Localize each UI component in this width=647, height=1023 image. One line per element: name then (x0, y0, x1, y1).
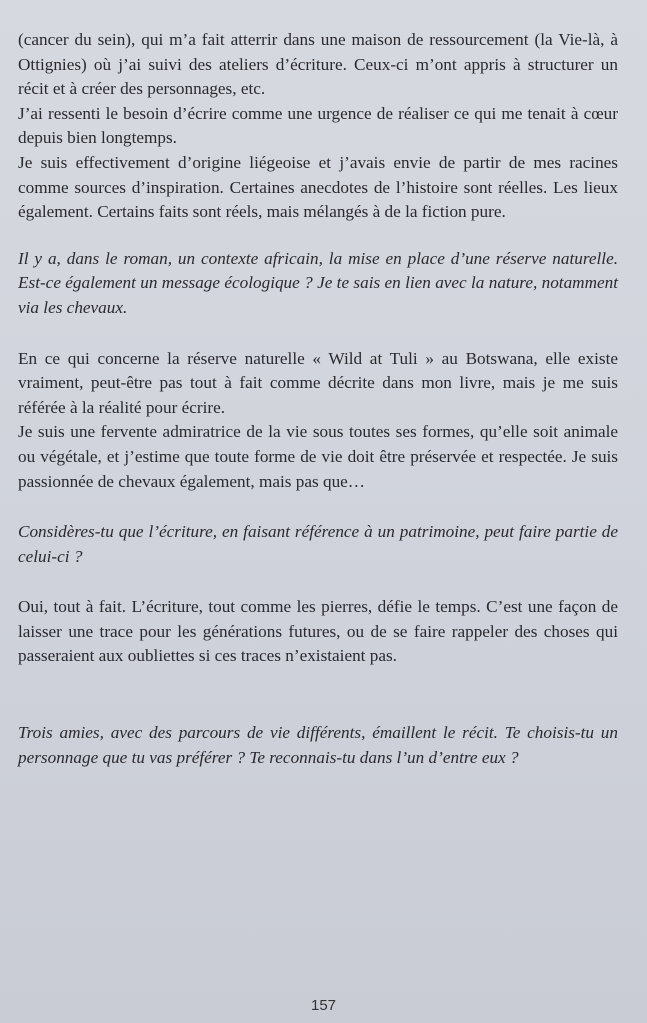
question-3: Considères-tu que l’écriture, en faisant référence à un patrimoine, peut faire partie de celui-ci ? (18, 522, 618, 566)
answer1-para-1: (cancer du sein), qui m’a fait atterrir dans une maison de ressourcement (la Vie-là, à Ottignies) où j’ai suivi des ateliers d’écriture. Ceux-ci m’ont appris à structurer un récit et à créer des personnages, etc. (18, 30, 618, 99)
answer3: Oui, tout à fait. L’écriture, tout comme les pierres, défie le temps. C’est une façon de laisser une trace pour les générations futures, ou de se faire rappeler des choses qui passeraient aux oubliettes si ces traces n’existaient pas. (18, 597, 618, 666)
answer2-para-2: Je suis une fervente admiratrice de la vie sous toutes ses formes, qu’elle soit animale ou végétale, et j’estime que toute forme de vie doit être préservée et respectée. Je suis passionnée de chevaux également, mais pas que… (18, 422, 618, 491)
answer1-para-3: Je suis effectivement d’origine liégeoise et j’avais envie de partir de mes racines comme sources d’inspiration. Certaines anecdotes de l’histoire sont réelles. Les lieux également. Certains faits sont réels, mais mélangés à de la fiction pure. (18, 152, 618, 222)
question-2: Il y a, dans le roman, un contexte africain, la mise en place d’une réserve naturelle. Est-ce également un message écologique ? Je te sais en lien avec la nature, notamment via les chevaux. (18, 248, 618, 317)
answer2-para-1: En ce qui concerne la réserve naturelle « Wild at Tuli » au Botswana, elle existe vraiment, peut-être pas tout à fait comme décrite dans mon livre, mais je me suis référée à la réalité pour écrire. (18, 348, 618, 417)
page-number: 157 (310, 997, 337, 1014)
answer1-para-2: J’ai ressenti le besoin d’écrire comme une urgence de réaliser ce qui me tenait à cœur depuis bien longtemps. (18, 103, 618, 148)
page-text (18, 28, 618, 770)
question-4: Trois amies, avec des parcours de vie différents, émaillent le récit. Te choisis-tu un personnage que tu vas préférer ? Te reconnais-tu dans l’un d’entre eux ? (18, 723, 618, 767)
